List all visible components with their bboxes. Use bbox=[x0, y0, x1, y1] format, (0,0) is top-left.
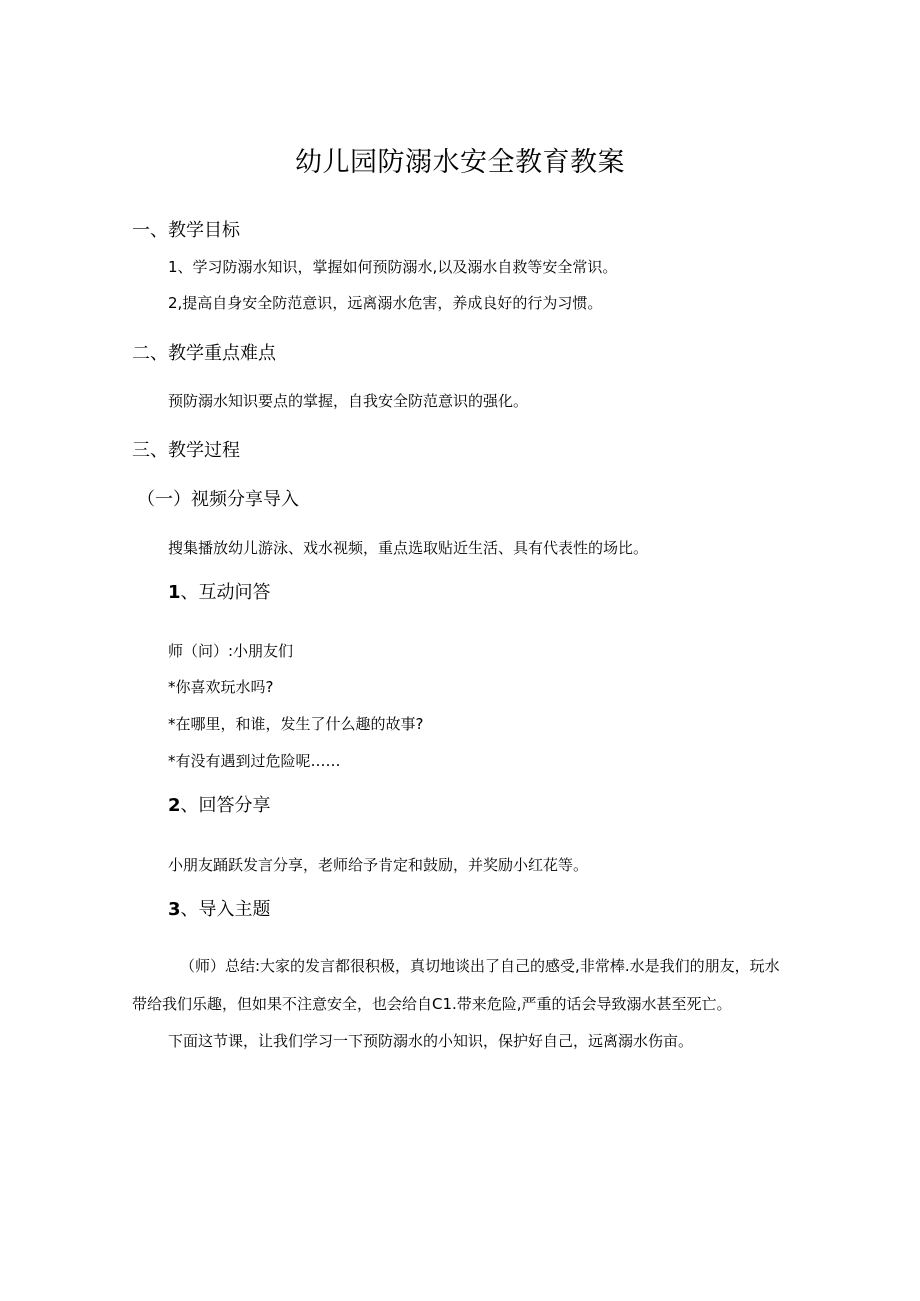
goal-item-2: 2,提高自身安全防范意识，远离溺水危害，养成良好的行为习惯。 bbox=[168, 294, 603, 312]
step-label: 、导入主题 bbox=[180, 899, 271, 920]
subsection-heading-video: （一）视频分享导入 bbox=[137, 489, 299, 510]
section-heading-process: 三、教学过程 bbox=[132, 440, 240, 461]
goal-item-1: 1、学习防溺水知识，掌握如何预防溺水,以及溺水自救等安全常识。 bbox=[168, 258, 618, 276]
section-heading-key-points: 二、教学重点难点 bbox=[132, 343, 276, 364]
section-heading-goals: 一、教学目标 bbox=[132, 220, 240, 241]
qa-line: *你喜欢玩水吗? bbox=[168, 678, 274, 696]
share-text: 小朋友踊跃发言分享，老师给予肯定和鼓励，并奖励小红花等。 bbox=[168, 856, 589, 874]
page-title: 幼儿园防溺水安全教育教案 bbox=[295, 147, 625, 178]
video-text: 搜集播放幼儿游泳、戏水视频，重点选取贴近生活、具有代表性的场比。 bbox=[168, 539, 649, 557]
qa-line: *在哪里，和谁，发生了什么趣的故事? bbox=[168, 715, 424, 733]
closing-paragraph: 下面这节课，让我们学习一下预防溺水的小知识，保护好自己，远离溺水伤亩。 bbox=[168, 1032, 694, 1050]
qa-line: 师（问）:小朋友们 bbox=[168, 642, 294, 660]
step-label: 、互动问答 bbox=[180, 582, 271, 603]
step-heading-topic bbox=[168, 895, 271, 921]
step-number: 3 bbox=[168, 899, 181, 920]
key-points-text: 预防溺水知识要点的掌握，自我安全防范意识的强化。 bbox=[168, 392, 529, 410]
summary-paragraph: （师）总结:大家的发言都很积极，真切地谈出了自己的感受,非常棒.水是我们的朋友，玩水带给我们乐趣，但如果不注意安全，也会给自C1.带来危险,严重的话会导致溺水甚至死亡。 bbox=[132, 957, 780, 1013]
step-number: 1 bbox=[168, 582, 181, 603]
step-heading-share bbox=[168, 791, 271, 817]
step-number: 2 bbox=[168, 795, 181, 816]
step-label: 、回答分享 bbox=[180, 795, 271, 816]
qa-line: *有没有遇到过危险呢…… bbox=[168, 752, 341, 770]
step-heading-qa bbox=[168, 578, 271, 604]
